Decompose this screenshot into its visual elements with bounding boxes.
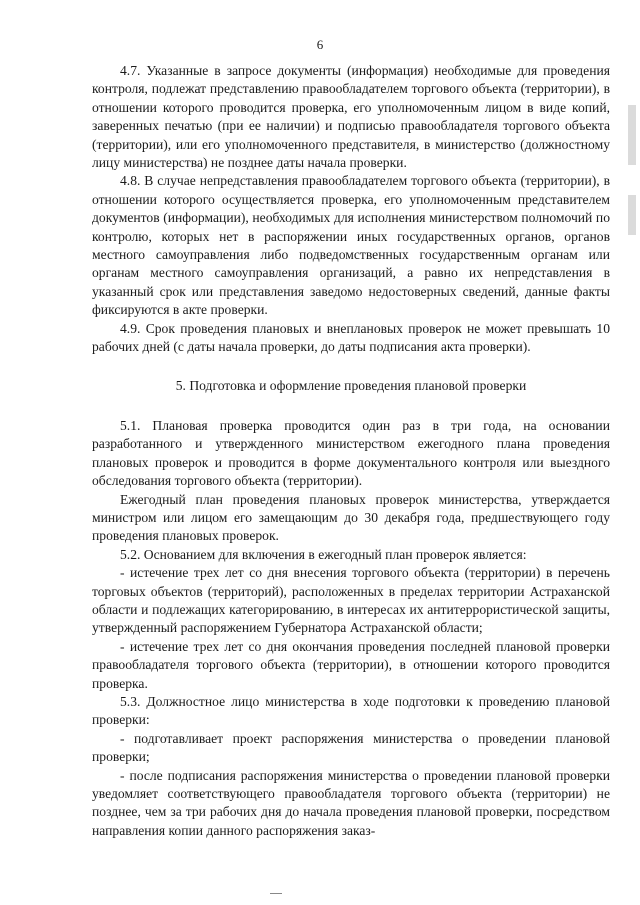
page-number: 6: [316, 37, 324, 52]
paragraph-5-1-annual-plan: Ежегодный план проведения плановых проверок министерства, утверждается министром или лицом его замещающим до 30 декабря года, предшествующего году проведения плановых проверок.: [92, 491, 610, 544]
scan-edge-mark: [628, 195, 636, 235]
paragraph-5-1: 5.1. Плановая проверка проводится один раз в три года, на основании разработанного и утвержденного министерством ежегодного плана проведения плановых проверок и проводится в форме документального контроля или выездного обследования торгового объекта (территории).: [92, 417, 610, 489]
scan-edge-mark: [628, 105, 636, 165]
section-5-heading: 5. Подготовка и оформление проведения плановой проверки: [175, 377, 527, 393]
paragraph-5-2-item-b: - истечение трех лет со дня окончания проведения последней плановой проверки правообладателя торгового объекта (территории), в отношении которого проводится проверка.: [92, 638, 610, 691]
document-body: [92, 62, 610, 840]
footer-mark: [270, 893, 282, 894]
paragraph-4-8: 4.8. В случае непредставления правообладателем торгового объекта (территории), в отношении которого осуществляется проверка, его уполномоченным представителем документов (информации), необходимых для исполнения министерством полномочий по контролю, которых нет в распоряжении иных государственных органов, органов местного самоуправления либо подведомственных государственным органам или органам местного самоуправления организаций, а равно их непредставления в указанный срок или представления заведомо недостоверных сведений, данные факты фиксируются в акте проверки.: [92, 173, 610, 318]
paragraph-4-9: 4.9. Срок проведения плановых и внеплановых проверок не может превышать 10 рабочих дней (с даты начала проверки, до даты подписания акта проверки).: [92, 320, 610, 355]
paragraph-5-3: 5.3. Должностное лицо министерства в ходе подготовки к проведению плановой проверки:: [92, 694, 610, 728]
paragraph-4-7: 4.7. Указанные в запросе документы (информация) необходимые для проведения контроля, подлежат представлению правообладателем торгового объекта (территории), в отношении которого проводится проверка, его уполномоченным лицом в виде копий, заверенных печатью (при ее наличии) и подписью правообладателя торгового объекта (территории), или его уполномоченного представителя, в министерство (должностному лицу министерства) не позднее даты начала проверки.: [92, 63, 610, 171]
paragraph-5-2-item-a: - истечение трех лет со дня внесения торгового объекта (территории) в перечень торговых объектов (территорий), расположенных в пределах территории Астраханской области и подлежащих категорированию, в интересах их антитеррористической защиты, утвержденный распоряжением Губернатора Астраханской области;: [92, 565, 610, 636]
paragraph-5-2: 5.2. Основанием для включения в ежегодный план проверок является:: [120, 546, 527, 562]
paragraph-5-3-item-a: - подготавливает проект распоряжения министерства о проведении плановой проверки;: [92, 730, 610, 765]
paragraph-5-3-item-b: - после подписания распоряжения министерства о проведении плановой проверки уведомляет соответствующего правообладателя торгового объекта (территории) не позднее, чем за три рабочих дня до начала проведения плановой проверки, посредством направления копии данного распоряжения заказ-: [92, 767, 610, 838]
